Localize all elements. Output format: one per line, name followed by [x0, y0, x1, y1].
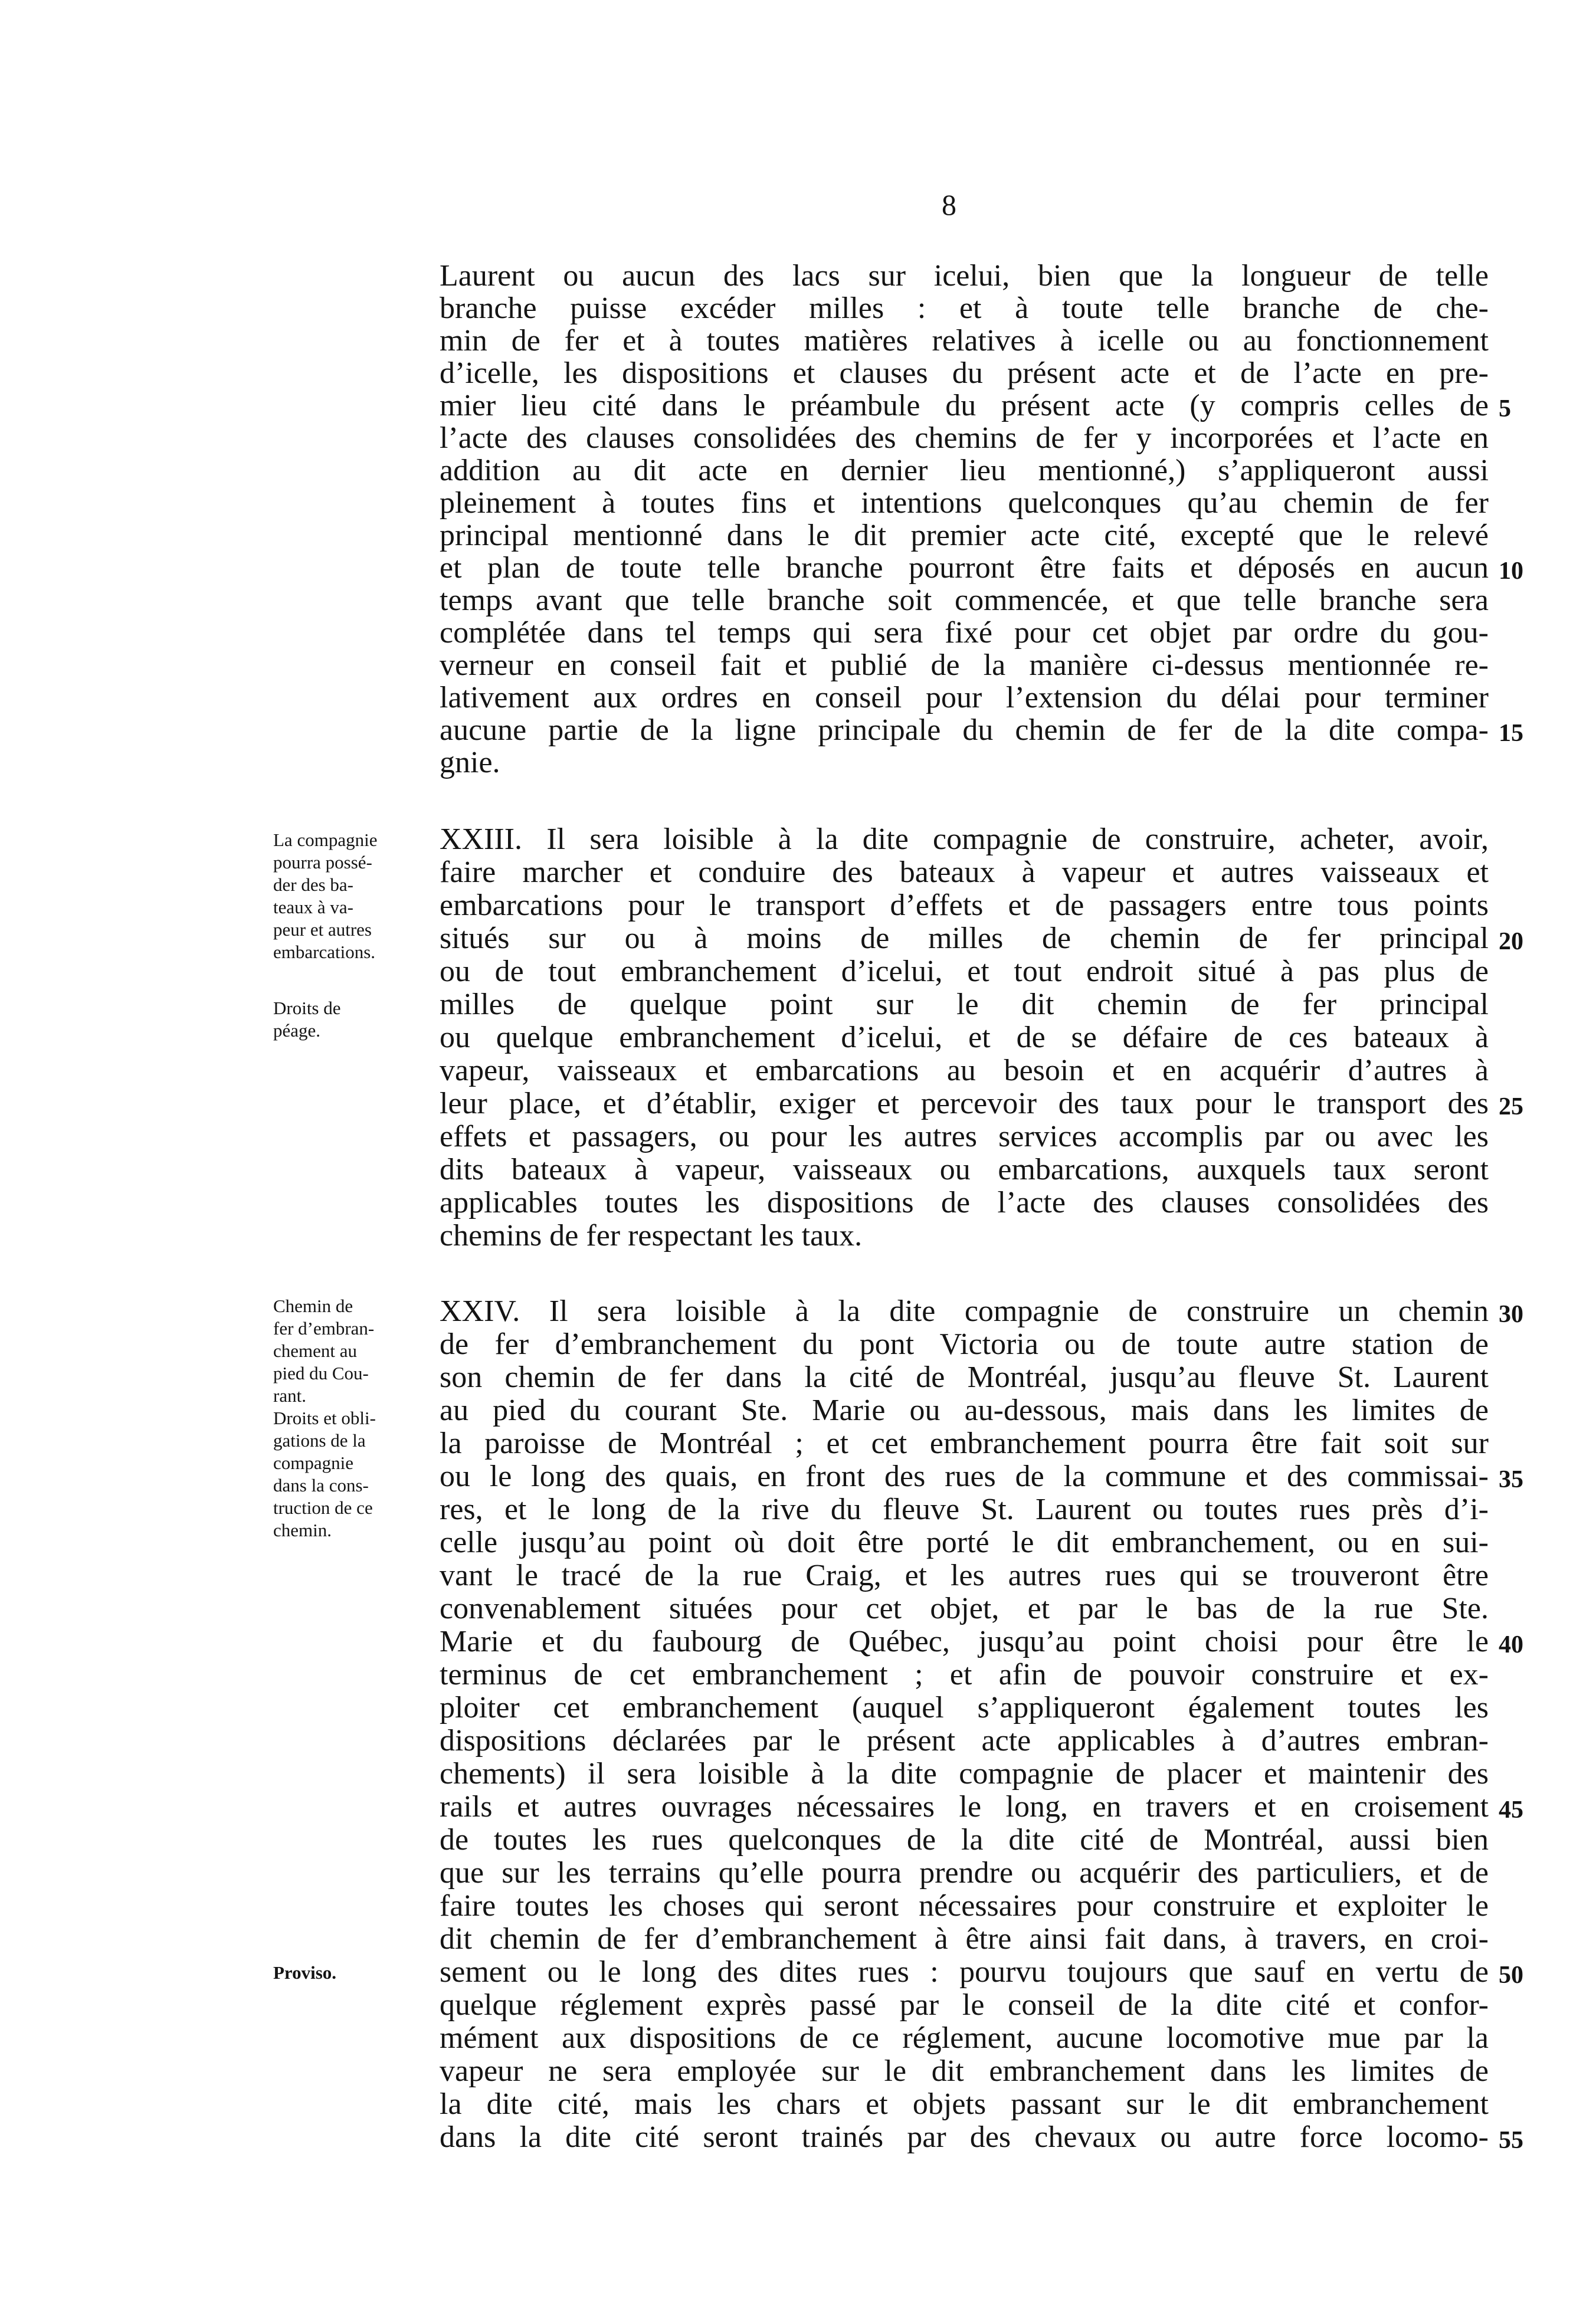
margin-note-line: gations de la [273, 1430, 366, 1451]
line-number: 35 [1499, 1466, 1523, 1493]
text-line: aucune partie de la ligne principale du chemin de fer de la dite compa- [440, 713, 1489, 747]
margin-note-line: Proviso. [273, 1962, 337, 1983]
text-line: de fer d’embranchement du pont Victoria ou de toute autre station de [440, 1327, 1489, 1361]
margin-note-line: Chemin de [273, 1296, 353, 1316]
text-line: quelque réglement exprès passé par le conseil de la dite cité et confor- [440, 1988, 1489, 2022]
page-number: 8 [942, 188, 956, 221]
text-line: min de fer et à toutes matières relatives à icelle ou au fonctionnement [440, 324, 1489, 358]
text-line: ploiter cet embranchement (auquel s’appliqueront également toutes les [440, 1691, 1489, 1724]
margin-note-line: Droits et obli- [273, 1408, 376, 1428]
line-number: 25 [1499, 1093, 1523, 1120]
text-line: faire marcher et conduire des bateaux à vapeur et autres vaisseaux et [440, 855, 1489, 889]
margin-note-line: der des ba- [273, 874, 353, 895]
text-line: verneur en conseil fait et publié de la manière ci-dessus mentionnée re- [440, 648, 1489, 682]
text-line: dans la dite cité seront trainés par des chevaux ou autre force locomo- [440, 2120, 1489, 2154]
text-line: la dite cité, mais les chars et objets passant sur le dit embranchement [440, 2087, 1489, 2121]
text-line: vapeur, vaisseaux et embarcations au besoin et en acquérir d’autres à [440, 1054, 1489, 1087]
text-line: ou le long des quais, en front des rues de la commune et des commissai- [440, 1460, 1489, 1493]
text-line: terminus de cet embranchement ; et afin de pouvoir construire et ex- [440, 1658, 1489, 1691]
text-line: au pied du courant Ste. Marie ou au-dessous, mais dans les limites de [440, 1394, 1489, 1427]
text-line: faire toutes les choses qui seront nécessaires pour construire et exploiter le [440, 1889, 1489, 1923]
text-line: res, et le long de la rive du fleuve St. Laurent ou toutes rues près d’i- [440, 1493, 1489, 1526]
text-line: effets et passagers, ou pour les autres services accomplis par ou avec les [440, 1120, 1489, 1153]
text-line: la paroisse de Montréal ; et cet embranchement pourra être fait soit sur [440, 1427, 1489, 1460]
line-number: 20 [1499, 928, 1523, 955]
line-number: 55 [1499, 2127, 1523, 2154]
text-line: Laurent ou aucun des lacs sur icelui, bien que la longueur de telle [440, 259, 1489, 293]
margin-note-line: chement au [273, 1340, 358, 1361]
margin-note-line: pied du Cou- [273, 1363, 369, 1383]
margin-note-line: rant. [273, 1385, 306, 1406]
text-line: gnie. [440, 746, 500, 779]
text-line: pleinement à toutes fins et intentions quelconques qu’au chemin de fer [440, 486, 1489, 520]
text-line: addition au dit acte en dernier lieu mentionné,) s’appliqueront aussi [440, 454, 1489, 487]
text-line: sement ou le long des dites rues : pourvu toujours que sauf en vertu de [440, 1955, 1489, 1989]
line-number: 30 [1499, 1301, 1523, 1328]
text-line: XXIV. Il sera loisible à la dite compagnie de construire un chemin [440, 1294, 1489, 1328]
text-line: chements) il sera loisible à la dite compagnie de placer et maintenir des [440, 1757, 1489, 1791]
line-number: 5 [1499, 395, 1511, 422]
margin-note-line: Droits de [273, 998, 341, 1018]
margin-note-line: péage. [273, 1020, 321, 1041]
text-line: vapeur ne sera employée sur le dit embranchement dans les limites de [440, 2054, 1489, 2088]
text-line: de toutes les rues quelconques de la dite cité de Montréal, aussi bien [440, 1823, 1489, 1857]
text-line: branche puisse excéder milles : et à toute telle branche de che- [440, 291, 1489, 325]
margin-note-line: truction de ce [273, 1497, 373, 1518]
margin-note-line: pourra possé- [273, 852, 372, 873]
line-number: 45 [1499, 1796, 1523, 1824]
text-line: mier lieu cité dans le préambule du présent acte (y compris celles de [440, 389, 1489, 422]
margin-note-tolls [273, 997, 341, 1042]
line-number: 10 [1499, 558, 1523, 585]
text-line: embarcations pour le transport d’effets et de passagers entre tous points [440, 888, 1489, 922]
line-number: 50 [1499, 1962, 1523, 1989]
text-line: situés sur ou à moins de milles de chemin de fer principal [440, 922, 1489, 955]
margin-note-proviso [273, 1962, 336, 1984]
margin-note-branch-railway [273, 1295, 374, 1407]
line-number: 15 [1499, 720, 1523, 747]
text-line: convenablement situées pour cet objet, et par le bas de la rue Ste. [440, 1592, 1489, 1625]
margin-note-line: La compagnie [273, 830, 378, 850]
text-line: leur place, et d’établir, exiger et percevoir des taux pour le transport des [440, 1087, 1489, 1120]
text-line: rails et autres ouvrages nécessaires le long, en travers et en croisement [440, 1790, 1489, 1824]
text-line: que sur les terrains qu’elle pourra prendre ou acquérir des particuliers, et de [440, 1856, 1489, 1890]
margin-note-boats [273, 829, 377, 963]
margin-note-rights-obligations [273, 1407, 376, 1542]
text-line: milles de quelque point sur le dit chemin de fer principal [440, 988, 1489, 1021]
text-line: celle jusqu’au point où doit être porté le dit embranchement, ou en sui- [440, 1526, 1489, 1559]
margin-note-line: peur et autres [273, 919, 372, 940]
text-line: complétée dans tel temps qui sera fixé pour cet objet par ordre du gou- [440, 616, 1489, 650]
text-line: mément aux dispositions de ce réglement, aucune locomotive mue par la [440, 2021, 1489, 2055]
text-line: applicables toutes les dispositions de l’acte des clauses consolidées des [440, 1186, 1489, 1219]
margin-note-line: embarcations. [273, 942, 376, 962]
text-line: et plan de toute telle branche pourront être faits et déposés en aucun [440, 551, 1489, 585]
text-line: XXIII. Il sera loisible à la dite compagnie de construire, acheter, avoir, [440, 822, 1489, 856]
margin-note-line: compagnie [273, 1453, 354, 1473]
text-line: temps avant que telle branche soit commencée, et que telle branche sera [440, 583, 1489, 617]
text-line: Marie et du faubourg de Québec, jusqu’au point choisi pour être le [440, 1625, 1489, 1658]
text-line: son chemin de fer dans la cité de Montréal, jusqu’au fleuve St. Laurent [440, 1360, 1489, 1394]
text-line: chemins de fer respectant les taux. [440, 1219, 863, 1253]
line-number: 40 [1499, 1631, 1523, 1658]
margin-note-line: dans la cons- [273, 1475, 369, 1496]
text-line: l’acte des clauses consolidées des chemins de fer y incorporées et l’acte en [440, 421, 1489, 455]
text-line: ou de tout embranchement d’icelui, et tout endroit situé à pas plus de [440, 955, 1489, 988]
text-line: vant le tracé de la rue Craig, et les autres rues qui se trouveront être [440, 1559, 1489, 1592]
text-line: dispositions déclarées par le présent acte applicables à d’autres embran- [440, 1724, 1489, 1758]
text-line: d’icelle, les dispositions et clauses du présent acte et de l’acte en pre- [440, 356, 1489, 390]
text-line: ou quelque embranchement d’icelui, et de se défaire de ces bateaux à [440, 1021, 1489, 1054]
text-line: principal mentionné dans le dit premier acte cité, excepté que le relevé [440, 519, 1489, 552]
text-line: dits bateaux à vapeur, vaisseaux ou embarcations, auxquels taux seront [440, 1153, 1489, 1186]
text-line: dit chemin de fer d’embranchement à être ainsi fait dans, à travers, en croi- [440, 1922, 1489, 1956]
text-line: lativement aux ordres en conseil pour l’extension du délai pour terminer [440, 681, 1489, 714]
margin-note-line: teaux à va- [273, 897, 353, 917]
margin-note-line: fer d’embran- [273, 1318, 375, 1339]
margin-note-line: chemin. [273, 1520, 332, 1540]
